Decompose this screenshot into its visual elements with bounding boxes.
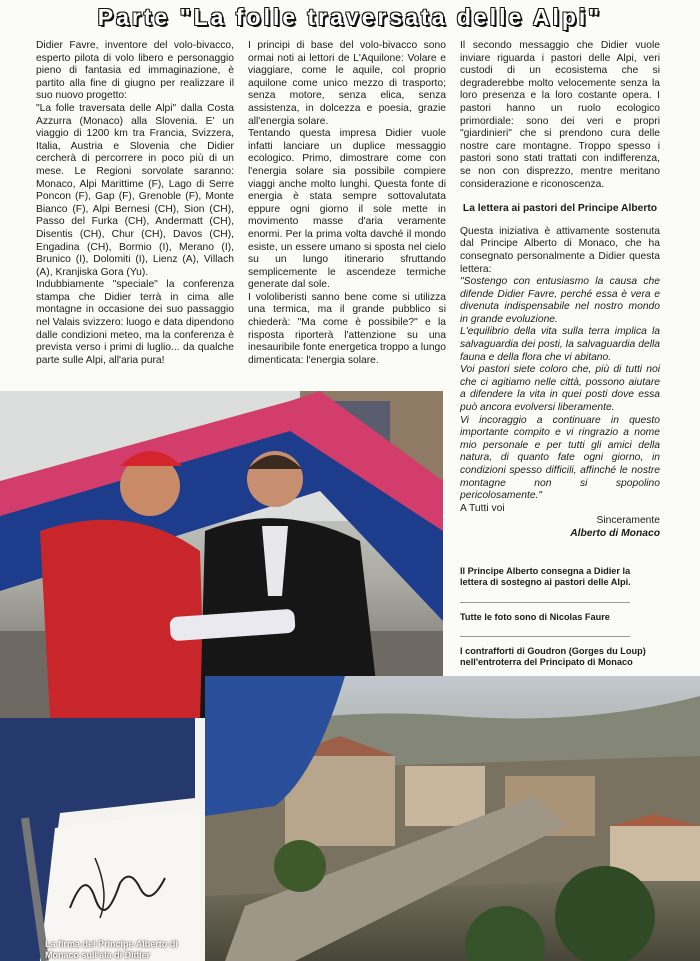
col1-paragraph-2: "La folle traversata delle Alpi" dalla Costa Azzurra (Monaco) alla Slovenia. E' un viaggio di 1200 km tra Francia, Svizzera, Italia, Austria e Slovenia che Didier cercherà di percorrere in poco più di un mese. Le Regioni sorvolate saranno: Monaco, Alpi Marittime (F), Lago di Serre Poncon (F), Gap (F), Grenoble (F), Monte Bianco (F), Alpi Bernesi (CH), Sion (CH), Passo del Furka (CH), Andermatt (CH), Disentis (CH), Chur (CH), Davos (CH), Engadina (CH), Bormio (I), Merano (I), Brunico (I), Dolomiti (I), Lienz (A), Villach (A), Kranjiska Gora (Yu). <box>36 102 234 278</box>
col2-paragraph-1: I principi di base del volo-bivacco sono ormai noti ai lettori de L'Aquilone: Volare e viaggiare, come le aquile, col proprio aquilone come unico mezzo di trasporto; senza motore, senza elica, senza assistenza, in dolcezza e poesia, grazie all'energia solare. <box>248 40 446 127</box>
photo-credits: Tutte le foto sono di Nicolas Faure <box>460 612 610 622</box>
col1-paragraph-3: Indubbiamente "speciale" la conferenza stampa che Didier terrà in cima alle montagne in occasione dei suo passaggio nel Valais svizzero: luogo e data dipendono dalle condizioni meteo, ma la conferenza è prevista verso i primi di luglio... da qualche parte sulle Alpi, all'aria pura! <box>36 279 234 366</box>
letter-closing: Sinceramente <box>596 515 660 527</box>
main-photo-caption: Il Principe Alberto consegna a Didier la lettera di sostegno ai pastori delle Alpi. <box>460 566 631 587</box>
photo-illustration <box>0 391 443 718</box>
letter-paragraph-2: L'equilibrio della vita sulla terra implica la salvaguardia dei posti, la salvaguardia della fauna e della flora che vi abitano. <box>460 326 660 363</box>
letter-paragraph-1: "Sostengo con entusiasmo la causa che difende Didier Favre, perché essa è vera e divenuta indispensabile nel nostro mondo in grande evoluzione. <box>460 276 660 325</box>
letter-lead: Questa iniziativa è attivamente sostenuta dal Principe Alberto di Monaco, che ha consegnato personalmente a Didier questa lettera: <box>460 225 660 275</box>
photo-village-gourdon <box>205 676 700 961</box>
letter-paragraph-4: Vi incoraggio a continuare in questo importante compito e vi ringrazio a nome mio personale e per tutti gli amici della natura, di quanto fate ogni giorno, in condizioni spesso difficili, affinché le nostre montagne non si spopolino pericolosamente." <box>460 414 660 502</box>
caption-divider <box>460 636 630 637</box>
caption-divider <box>460 602 630 603</box>
col1-paragraph-1: Didier Favre, inventore del volo-bivacco, esperto pilota di volo libero e personaggio pieno di fantasia ed immaginazione, è partito alla fine di giugno per realizzare il suo nuovo progetto: <box>36 40 234 102</box>
letter-greeting: A Tutti voi <box>460 502 505 514</box>
signature-photo-caption: La firma del Principe Alberto di Monaco sull'ala di Didier <box>45 939 178 960</box>
signature-illustration <box>0 718 205 961</box>
col2-paragraph-3: I vololiberisti sanno bene come si utilizza una termica, ma il grande pubblico si chiederà: "Ma come è possibile?" e la risposta riporterà l'attenzione su una inesauribile fonte energetica troppo a lungo dimenticata: l'energia solare. <box>248 291 446 366</box>
letter-paragraph-3: Voi pastori siete coloro che, più di tutti noi che ci agitiamo nelle città, possono aiutare a difendere la vita in quei posti dove essa può ancora evolversi liberamente. <box>460 364 660 414</box>
article-headline: Parte "La folle traversata delle Alpi" <box>97 4 603 30</box>
village-photo-caption: I contrafforti di Goudron (Gorges du Loup) nell'entroterra del Principato di Monaco <box>460 646 646 667</box>
col3-intro: Il secondo messaggio che Didier vuole inviare riguarda i pastori delle Alpi, veri custodi di un ecosistema che si degraderebbe molto velocemente senza la loro presenza e la loro costante opera. I pastori hanno un ruolo ecologico primordiale: sono dei veri e propri "giardinieri" che si prendono cura delle nostre care montagne. Troppo spesso i pastori sono stati trattati con indifferenza, se non con disprezzo, mentre meritano considerazione e riconoscenza. <box>460 40 660 190</box>
column-1 <box>36 40 234 367</box>
col2-paragraph-2: Tentando questa impresa Didier vuole infatti lanciare un duplice messaggio ecologico. Primo, dimostrare come con l'energia solare sia possibile compiere viaggi anche molto lunghi. Questa fonte di energia è stata sempre sottovalutata eppure ogni giorno il sole mette in movimento masse d'aria veramente enormi. Per la prima volta davché il mondo esiste, un essere umano si sposta nel cielo su un lungo itinerario sfruttando semplicemente le ascendeze termiche generate dal sole. <box>248 128 446 291</box>
column-3 <box>460 40 660 541</box>
letter-signer: Alberto di Monaco <box>570 527 660 539</box>
letter-subheading: La lettera ai pastori del Principe Alberto <box>462 203 658 215</box>
column-2 <box>248 40 446 367</box>
photo-signature-on-wing <box>0 718 205 961</box>
photo-didier-and-prince <box>0 391 443 718</box>
village-illustration <box>205 676 700 961</box>
